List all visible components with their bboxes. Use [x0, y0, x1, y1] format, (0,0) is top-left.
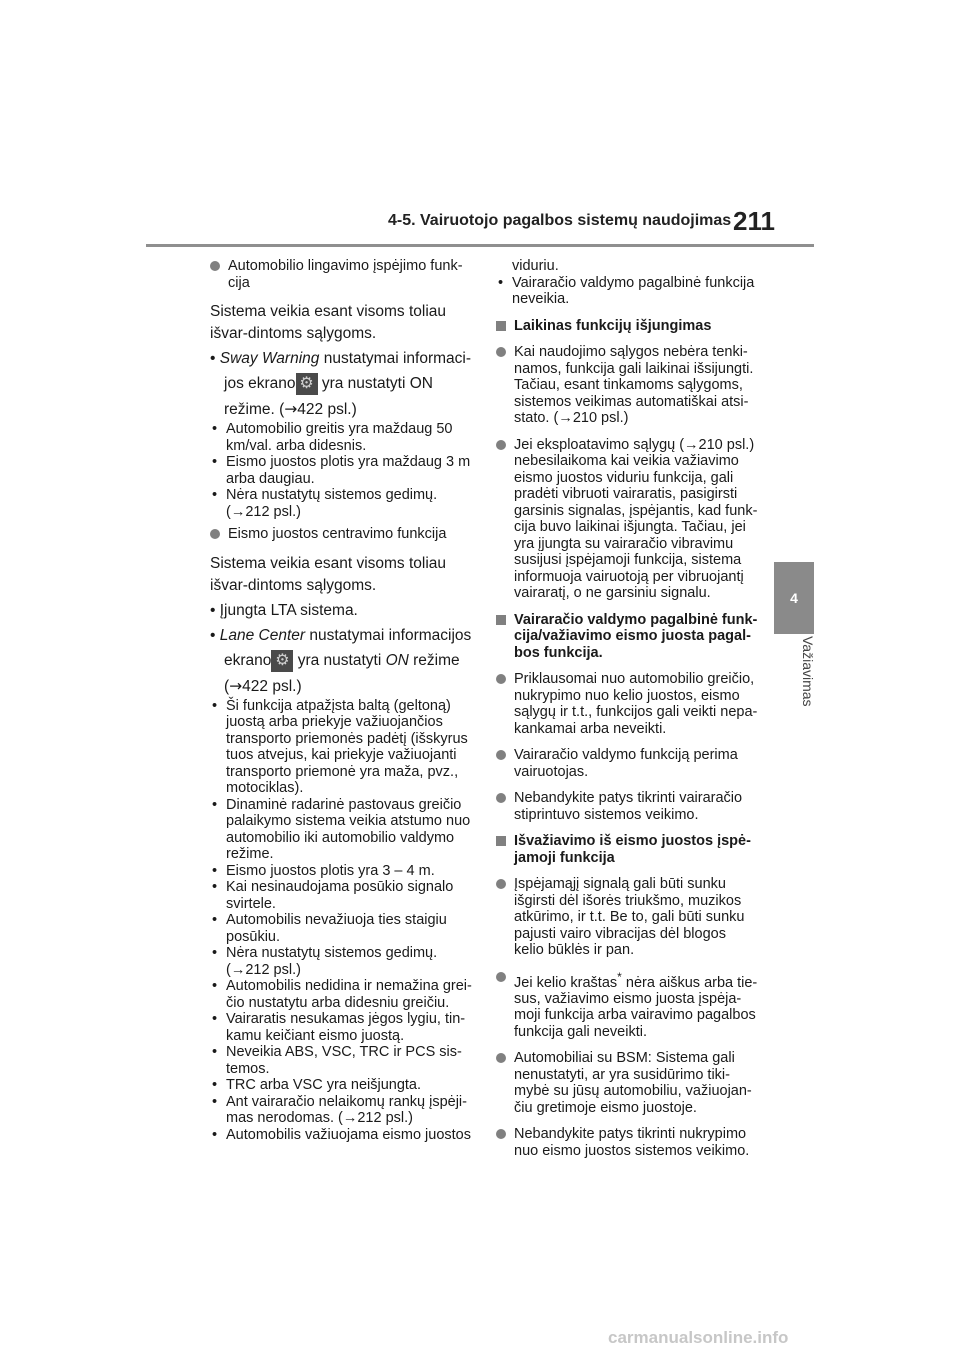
list-item-text: Neveikia ABS, VSC, TRC ir PCS sis-temos. — [226, 1044, 462, 1077]
watermark: carmanualsonline.info — [608, 1328, 789, 1347]
note-item: Nebandykite patys tikrinti vairaračio stiprintuvo sistemos veikimo. — [496, 790, 758, 823]
list-item: • Ant vairaračio nelaikomų rankų įspėji-mas nerodomas. (→212 psl.) — [212, 1093, 467, 1127]
list-item: • Nėra nustatytų sistemos gedimų. (→212 psl.) — [212, 487, 438, 520]
lane-center-line-2 — [210, 650, 472, 672]
lta-text: Įjungta LTA sistema. — [219, 601, 358, 619]
lc-text-3: yra nustatyti — [293, 651, 386, 669]
sway-text-2: jos ekrano — [224, 375, 296, 393]
sway-text-3: yra nustatyti ON — [317, 375, 433, 393]
list-item-text: Automobilis nevažiuoja ties staigiu posūkiu. — [226, 912, 447, 945]
lc-page-ref: 422 psl.) — [242, 677, 302, 695]
note-item: Kai naudojimo sąlygos nebėra tenki-namos, funkcija gali laikinai išsijungti. Tačiau, esant tinkamoms sąlygoms, sistemos veikimas automatiškai atsi-stato. (→210 psl.) — [496, 344, 758, 427]
list-item-text: Ant vairaračio nelaikomų rankų įspėji-mas nerodomas. (→212 psl.) — [226, 1093, 467, 1127]
lc-on-term: ON — [385, 651, 409, 669]
note-item: Priklausomai nuo automobilio greičio, nukrypimo nuo kelio juostos, eismo sąlygų ir t.t., funkcijos gali veikti nepa-kankamai arba neveikti. — [496, 671, 758, 737]
list-item: • Nėra nustatytų sistemos gedimų. (→212 psl.) — [212, 945, 438, 978]
arrow-icon: → — [284, 400, 298, 419]
lane-center-line-1: • Lane Center nustatymai informacijos — [210, 626, 472, 644]
paragraph-conditions-1: Sistema veikia esant visoms toliau išvar-dintoms sąlygoms. — [210, 303, 447, 342]
list-item-text: Eismo juostos plotis yra maždaug 3 m arba daugiau. — [226, 454, 471, 487]
lc-text-2: ekrano — [224, 651, 272, 669]
lc-text-1: nustatymai informacijos — [305, 626, 472, 644]
list-sway-conditions — [210, 421, 472, 520]
heading-sway-warning: Automobilio lingavimo įspėjimo funk-cija — [210, 258, 472, 291]
list-item: • TRC arba VSC yra neišjungta. — [212, 1077, 422, 1094]
note-text: nėra aiškus arba tie-sus, važiavimo eismo juosta įspėja-moji funkcija arba vairavimo pagalbos funkcija gali neveikti. — [514, 974, 758, 1040]
list-item: • Eismo juostos plotis yra 3 – 4 m. — [212, 862, 435, 879]
note-item: Įspėjamąjį signalą gali būti sunku išgirsti dėl išorės triukšmo, muzikos atkūrimo, ir t.t. Be to, gali būti sunku pajusti vairo vibracijas dėl blogos kelio būklės ir pan. — [496, 876, 758, 959]
list-item: • Ši funkcija atpažįsta baltą (geltoną) juostą arba priekyje važiuojančios transporto priemonės padėtį (išskyrus tuos atvejus, kai priekyje važiuojanti transporto priemonė yra maža, pvz., motociklas). — [212, 697, 468, 797]
header-divider — [146, 244, 814, 247]
sway-setting-line-2 — [210, 373, 472, 395]
right-column — [496, 258, 758, 1169]
paragraph-conditions-2: Sistema veikia esant visoms toliau išvar-dintoms sąlygoms. — [210, 554, 447, 594]
list-item-text: Automobilis važiuojama eismo juostos — [226, 1126, 471, 1143]
footnote-marker: * — [617, 969, 622, 984]
heading-lane-centering: Eismo juostos centravimo funkcija — [210, 526, 472, 543]
sway-text-4: režime. ( — [224, 401, 285, 419]
list-item: • Vairaratis nesukamas jėgos lygiu, tin-kamu keičiant eismo juostą. — [212, 1011, 466, 1044]
list-item-text: Vairaratis nesukamas jėgos lygiu, tin-kamu keičiant eismo juostą. — [226, 1011, 466, 1044]
list-item: • Automobilis nedidina ir nemažina grei-čio nustatytu arba didesniu greičiu. — [212, 978, 472, 1011]
continued-text: viduriu. — [512, 258, 559, 274]
list-item-text: Kai nesinaudojama posūkio signalo svirtele. — [226, 879, 454, 912]
list-item: • Automobilis važiuojama eismo juostos — [212, 1126, 471, 1143]
gear-icon: ⚙ — [271, 650, 293, 672]
lc-text-5: ( — [224, 677, 230, 695]
sway-page-ref: 422 psl.) — [297, 401, 357, 419]
list-item-text: Automobilis nedidina ir nemažina grei-čio nustatytu arba didesniu greičiu. — [226, 978, 472, 1011]
list-lane-center-conditions — [210, 698, 472, 1144]
list-item-text: Eismo juostos plotis yra 3 – 4 m. — [226, 862, 435, 879]
note-text: Jei kelio kraštas — [514, 974, 618, 991]
list-item: • Neveikia ABS, VSC, TRC ir PCS sis-temos. — [212, 1044, 462, 1077]
lc-text-4: režime — [408, 651, 460, 669]
list-item: • Eismo juostos plotis yra maždaug 3 m arba daugiau. — [212, 454, 471, 487]
gear-icon: ⚙ — [296, 373, 318, 395]
lane-center-line-3 — [210, 675, 472, 698]
page-number: 211 — [733, 206, 775, 236]
subsection-steering-assist: Vairaračio valdymo pagalbinė funk-cija/važiavimo eismo juosta pagal-bos funkcija. — [496, 612, 758, 662]
arrow-icon: → — [229, 676, 243, 695]
section-header: 4-5. Vairuotojo pagalbos sistemų naudojimas — [388, 212, 732, 229]
subsection-lane-departure-alert: Išvažiavimo iš eismo juostos įspė-jamoji funkcija — [496, 833, 758, 866]
sway-setting-line-1: • Sway Warning nustatymai informaci- — [210, 350, 471, 367]
list-item: • Kai nesinaudojama posūkio signalo svirtele. — [212, 879, 454, 912]
list-item: • Dinaminė radarinė pastovaus greičio palaikymo sistema veikia atstumo nuo automobilio iki automobilio valdymo režime. — [212, 796, 471, 863]
sway-setting-line-3 — [210, 398, 472, 421]
note-item: Nebandykite patys tikrinti nukrypimo nuo eismo juostos sistemos veikimo. — [496, 1126, 758, 1159]
subsection-temporary-disable: Laikinas funkcijų išjungimas — [496, 318, 758, 335]
note-item: Automobiliai su BSM: Sistema gali nenustatyti, ar yra susidūrimo tiki-mybė su jūsų automobiliu, važiuojan-čiu gretimoje eismo juostoje. — [496, 1050, 758, 1116]
note-item — [496, 969, 758, 1041]
list-item: • Automobilio greitis yra maždaug 50 km/val. arba didesnis. — [212, 421, 453, 454]
list-item-text: Ši funkcija atpažįsta baltą (geltoną) juostą arba priekyje važiuojančios transporto priemonės padėtį (išskyrus tuos atvejus, kai priekyje važiuojanti transporto priemonė yra maža, pvz., motociklas). — [226, 697, 468, 797]
list-item-text: Automobilio greitis yra maždaug 50 km/val. arba didesnis. — [226, 421, 453, 454]
note-item: Vairaračio valdymo funkciją perima vairuotojas. — [496, 747, 758, 780]
chapter-tab-label-box — [796, 636, 816, 746]
sway-text-1: nustatymai informaci- — [319, 350, 471, 367]
left-column — [210, 258, 472, 1143]
list-item-text: Nėra nustatytų sistemos gedimų. (→212 psl.) — [226, 487, 438, 520]
lta-line: • Įjungta LTA sistema. — [210, 601, 358, 619]
list-item-text: Nėra nustatytų sistemos gedimų. (→212 psl.) — [226, 945, 438, 978]
chapter-tab-number: 4 — [774, 562, 814, 634]
lane-center-term: Lane Center — [219, 626, 306, 644]
chapter-tab-label: Važiavimas — [800, 636, 816, 707]
list-item-text: Dinaminė radarinė pastovaus greičio palaikymo sistema veikia atstumo nuo automobilio iki automobilio valdymo režime. — [226, 796, 471, 863]
list-item-text: TRC arba VSC yra neišjungta. — [226, 1077, 422, 1094]
list-item: • Automobilis nevažiuoja ties staigiu posūkiu. — [212, 912, 447, 945]
list-item: • Vairaračio valdymo pagalbinė funkcija neveikia. — [498, 274, 755, 307]
sway-warning-term: Sway Warning — [219, 350, 320, 367]
list-item-text: Vairaračio valdymo pagalbinė funkcija neveikia. — [512, 274, 755, 307]
note-item: Jei eksploatavimo sąlygų (→210 psl.) nebesilaikoma kai veikia važiavimo eismo juostos viduriu funkcija, gali pradėti vibruoti vairaratis, pasigirsti garsinis signalas, įspėjantis, kad funk-cija buvo laikinai išjungta. Tačiau, jei yra įjungta su vairaračio vibravimu susijusi įspėjamoji funkcija, sistema informuoja vairuotoją per vibruojantį vairaratį, o ne garsiniu signalu. — [496, 437, 758, 602]
